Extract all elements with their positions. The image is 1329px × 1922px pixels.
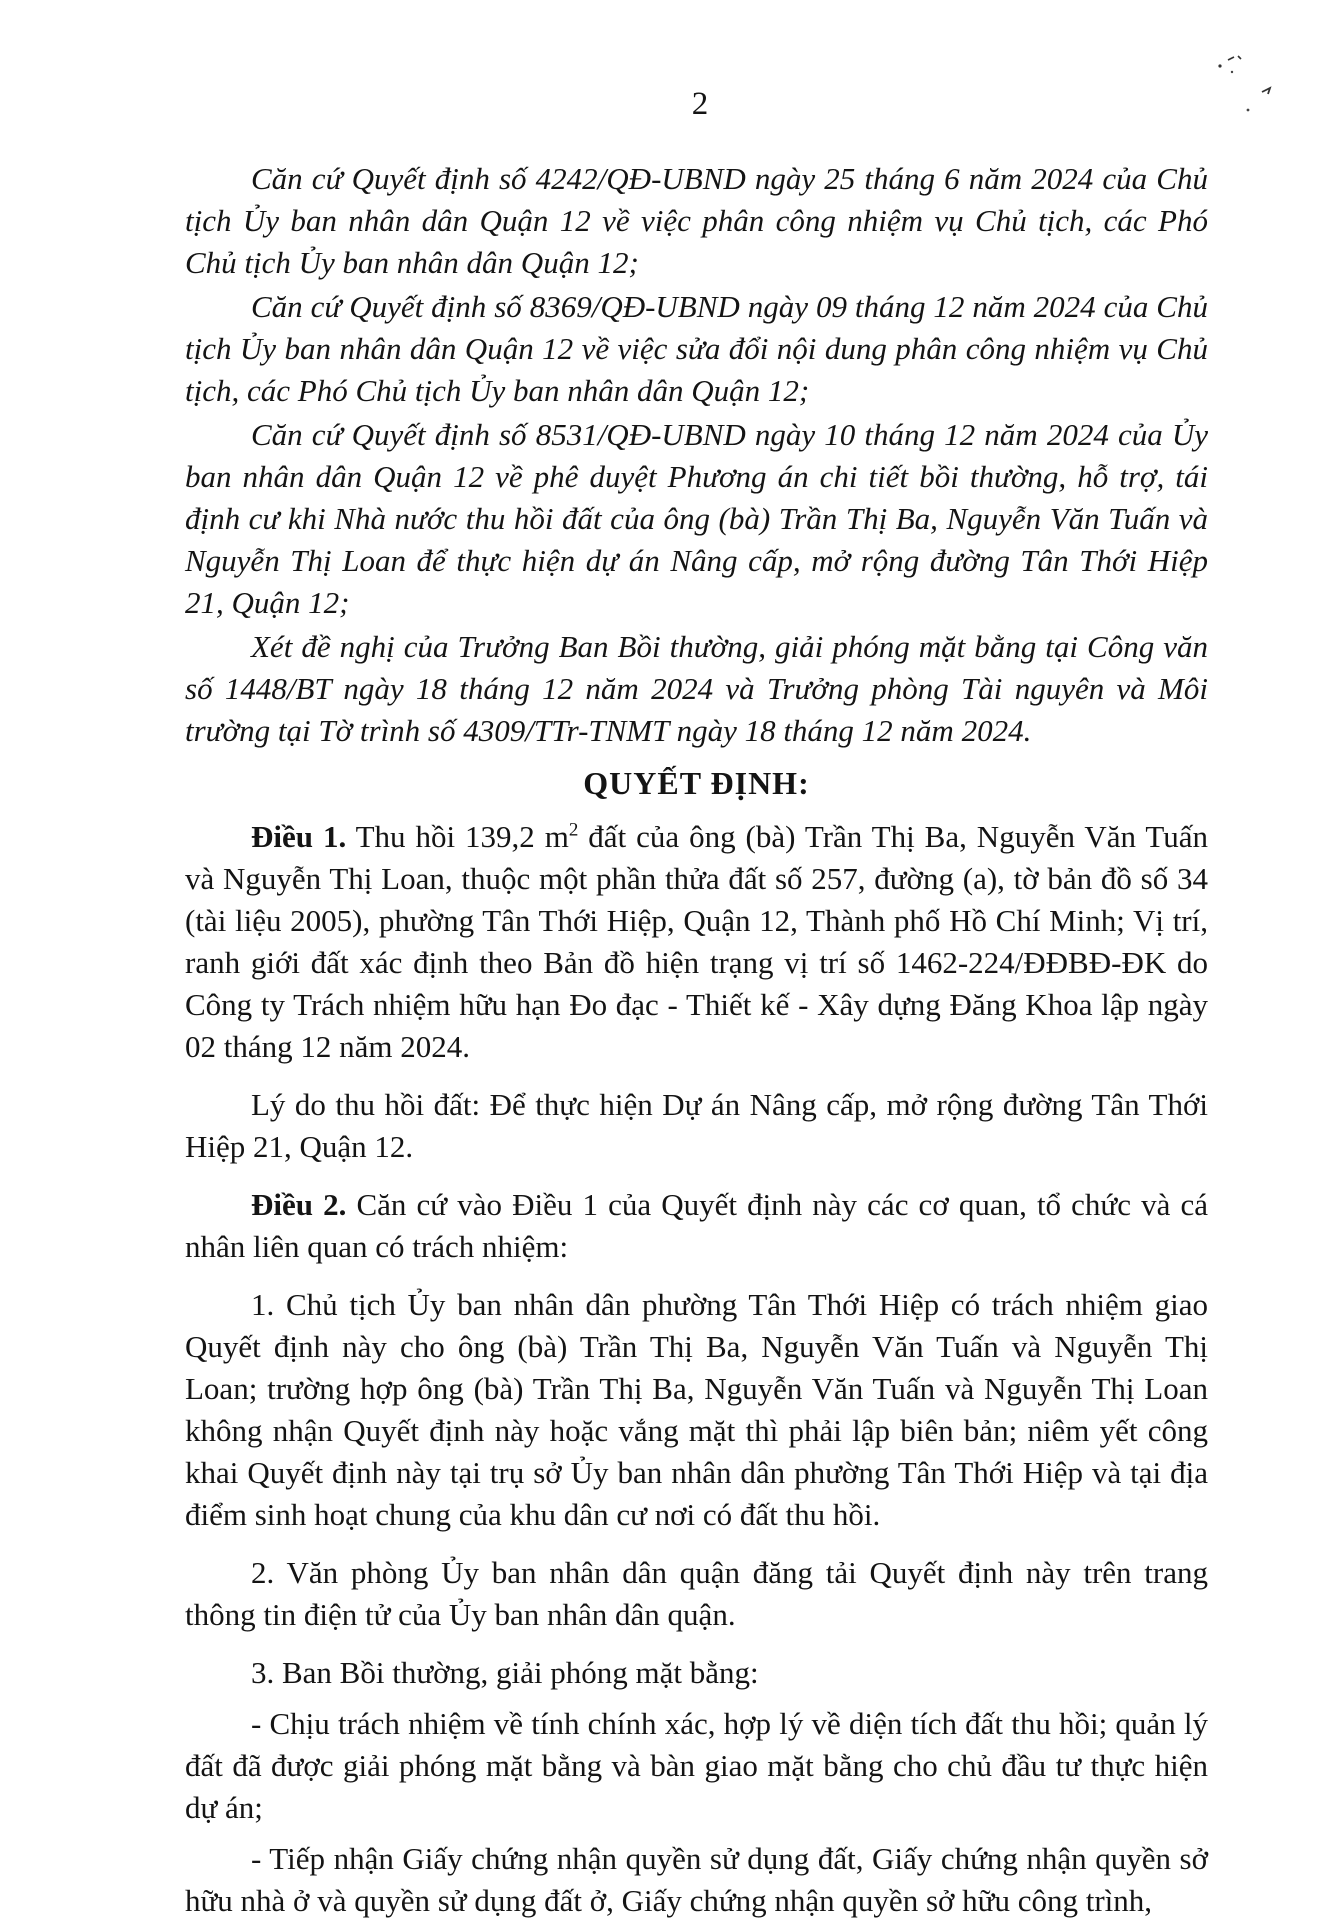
article-2-label: Điều 2. (251, 1187, 347, 1222)
article-1-reason: Lý do thu hồi đất: Để thực hiện Dự án Nâng cấp, mở rộng đường Tân Thới Hiệp 21, Quận 12. (185, 1087, 1208, 1164)
preamble-paragraph: Căn cứ Quyết định số 8531/QĐ-UBND ngày 10 tháng 12 năm 2024 của Ủy ban nhân dân Quận 12 về phê duyệt Phương án chi tiết bồi thường, hỗ trợ, tái định cư khi Nhà nước thu hồi đất của ông (bà) Trần Thị Ba, Nguyễn Văn Tuấn và Nguyễn Thị Loan để thực hiện dự án Nâng cấp, mở rộng đường Tân Thới Hiệp 21, Quận 12; (185, 417, 1208, 620)
article-2-item: 2. Văn phòng Ủy ban nhân dân quận đăng tải Quyết định này trên trang thông tin điện tử của Ủy ban nhân dân quận. (185, 1555, 1208, 1632)
preamble-paragraph: Căn cứ Quyết định số 4242/QĐ-UBND ngày 25 tháng 6 năm 2024 của Chủ tịch Ủy ban nhân dân Quận 12 về việc phân công nhiệm vụ Chủ tịch, các Phó Chủ tịch Ủy ban nhân dân Quận 12; (185, 161, 1208, 280)
article-2-intro: Căn cứ vào Điều 1 của Quyết định này các cơ quan, tổ chức và cá nhân liên quan có trách nhiệm: (185, 1187, 1208, 1264)
article-1-label: Điều 1. (251, 819, 347, 854)
page-number: 2 (691, 86, 709, 122)
article-1-text-a: Thu hồi 139,2 m (346, 819, 569, 854)
area-unit-superscript: 2 (568, 819, 579, 841)
article-2-paragraph (185, 1184, 1208, 1268)
article-1-paragraph (185, 816, 1208, 1068)
article-2-item: - Tiếp nhận Giấy chứng nhận quyền sử dụng đất, Giấy chứng nhận quyền sở hữu nhà ở và quyền sử dụng đất ở, Giấy chứng nhận quyền sở hữu công trình, (185, 1841, 1208, 1918)
preamble-paragraph: Xét đề nghị của Trưởng Ban Bồi thường, giải phóng mặt bằng tại Công văn số 1448/BT ngày 18 tháng 12 năm 2024 và Trưởng phòng Tài nguyên và Môi trường tại Tờ trình số 4309/TTr-TNMT ngày 18 tháng 12 năm 2024. (185, 629, 1208, 748)
article-2-item: 3. Ban Bồi thường, giải phóng mặt bằng: (251, 1655, 759, 1690)
scan-artifact-marks (1212, 52, 1302, 122)
article-2-item: - Chịu trách nhiệm về tính chính xác, hợp lý về diện tích đất thu hồi; quản lý đất đã được giải phóng mặt bằng và bàn giao mặt bằng cho chủ đầu tư thực hiện dự án; (185, 1706, 1208, 1825)
article-1-text-b: đất của ông (bà) Trần Thị Ba, Nguyễn Văn Tuấn và Nguyễn Thị Loan, thuộc một phần thửa đất số 257, đường (a), tờ bản đồ số 34 (tài liệu 2005), phường Tân Thới Hiệp, Quận 12, Thành phố Hồ Chí Minh; Vị trí, ranh giới đất xác định theo Bản đồ hiện trạng vị trí số 1462-224/ĐĐBĐ-ĐK do Công ty Trách nhiệm hữu hạn Đo đạc - Thiết kế - Xây dựng Đăng Khoa lập ngày 02 tháng 12 năm 2024. (185, 819, 1208, 1064)
decision-heading: QUYẾT ĐỊNH: (583, 765, 810, 801)
decision-body (185, 158, 1208, 1922)
article-2-item: 1. Chủ tịch Ủy ban nhân dân phường Tân Thới Hiệp có trách nhiệm giao Quyết định này cho ông (bà) Trần Thị Ba, Nguyễn Văn Tuấn và Nguyễn Thị Loan; trường hợp ông (bà) Trần Thị Ba, Nguyễn Văn Tuấn và Nguyễn Thị Loan không nhận Quyết định này hoặc vắng mặt thì phải lập biên bản; niêm yết công khai Quyết định này tại trụ sở Ủy ban nhân dân phường Tân Thới Hiệp và tại địa điểm sinh hoạt chung của khu dân cư nơi có đất thu hồi. (185, 1287, 1208, 1532)
preamble-paragraph: Căn cứ Quyết định số 8369/QĐ-UBND ngày 09 tháng 12 năm 2024 của Chủ tịch Ủy ban nhân dân Quận 12 về việc sửa đổi nội dung phân công nhiệm vụ Chủ tịch, các Phó Chủ tịch Ủy ban nhân dân Quận 12; (185, 289, 1208, 408)
